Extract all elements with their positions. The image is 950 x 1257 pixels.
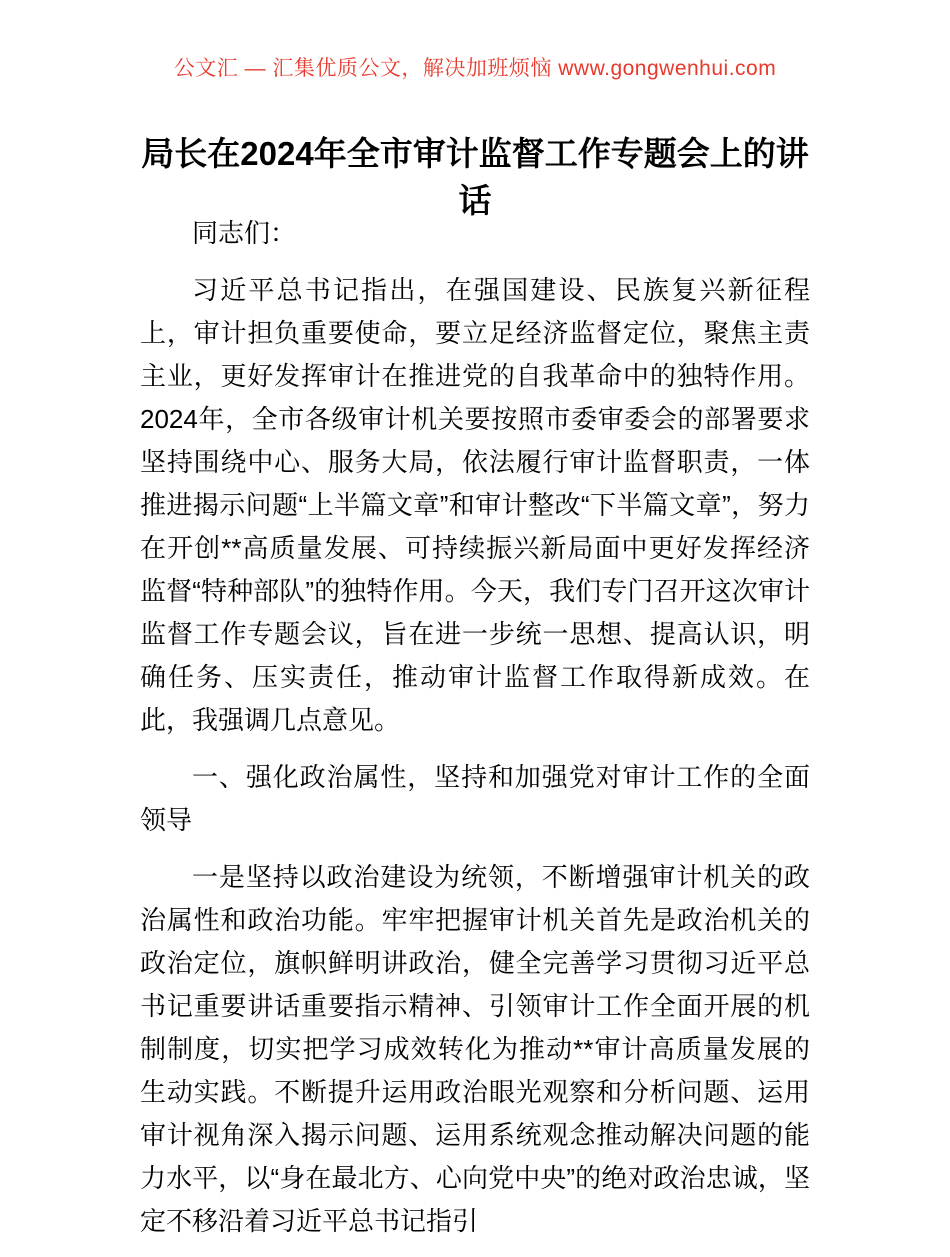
paragraph-intro: 习近平总书记指出，在强国建设、民族复兴新征程上，审计担负重要使命，要立足经济监督定位，聚焦主责主业，更好发挥审计在推进党的自我革命中的独特作用。2024年，全市各级审计机关要按照市委审委会的部署要求坚持围绕中心、服务大局，依法履行审计监督职责，一体推进揭示问题“上半篇文章”和审计整改“下半篇文章”，努力在开创**高质量发展、可持续振兴新局面中更好发挥经济监督“特种部队”的独特作用。今天，我们专门召开这次审计监督工作专题会议，旨在进一步统一思想、提高认识，明确任务、压实责任，推动审计监督工作取得新成效。在此，我强调几点意见。: [140, 275, 810, 735]
paragraph-salutation: 同志们：: [192, 218, 297, 248]
paragraph-section-1-body: 一是坚持以政治建设为统领，不断增强审计机关的政治属性和政治功能。牢牢把握审计机关首先是政治机关的政治定位，旗帜鲜明讲政治，健全完善学习贯彻习近平总书记重要讲话重要指示精神、引领审计工作全面开展的机制制度，切实把学习成效转化为推动**审计高质量发展的生动实践。不断提升运用政治眼光观察和分析问题、运用审计视角深入揭示问题、运用系统观念推动解决问题的能力水平，以“身在最北方、心向党中央”的绝对政治忠诚，坚定不移沿着习近平总书记指引: [140, 862, 810, 1236]
watermark-banner: 公文汇 — 汇集优质公文，解决加班烦恼 www.gongwenhui.com: [173, 57, 777, 80]
heading-section-1: 一、强化政治属性，坚持和加强党对审计工作的全面领导: [140, 762, 810, 835]
document-body: [140, 212, 810, 1257]
document-title: 局长在2024年全市审计监督工作专题会上的讲话: [141, 135, 809, 220]
